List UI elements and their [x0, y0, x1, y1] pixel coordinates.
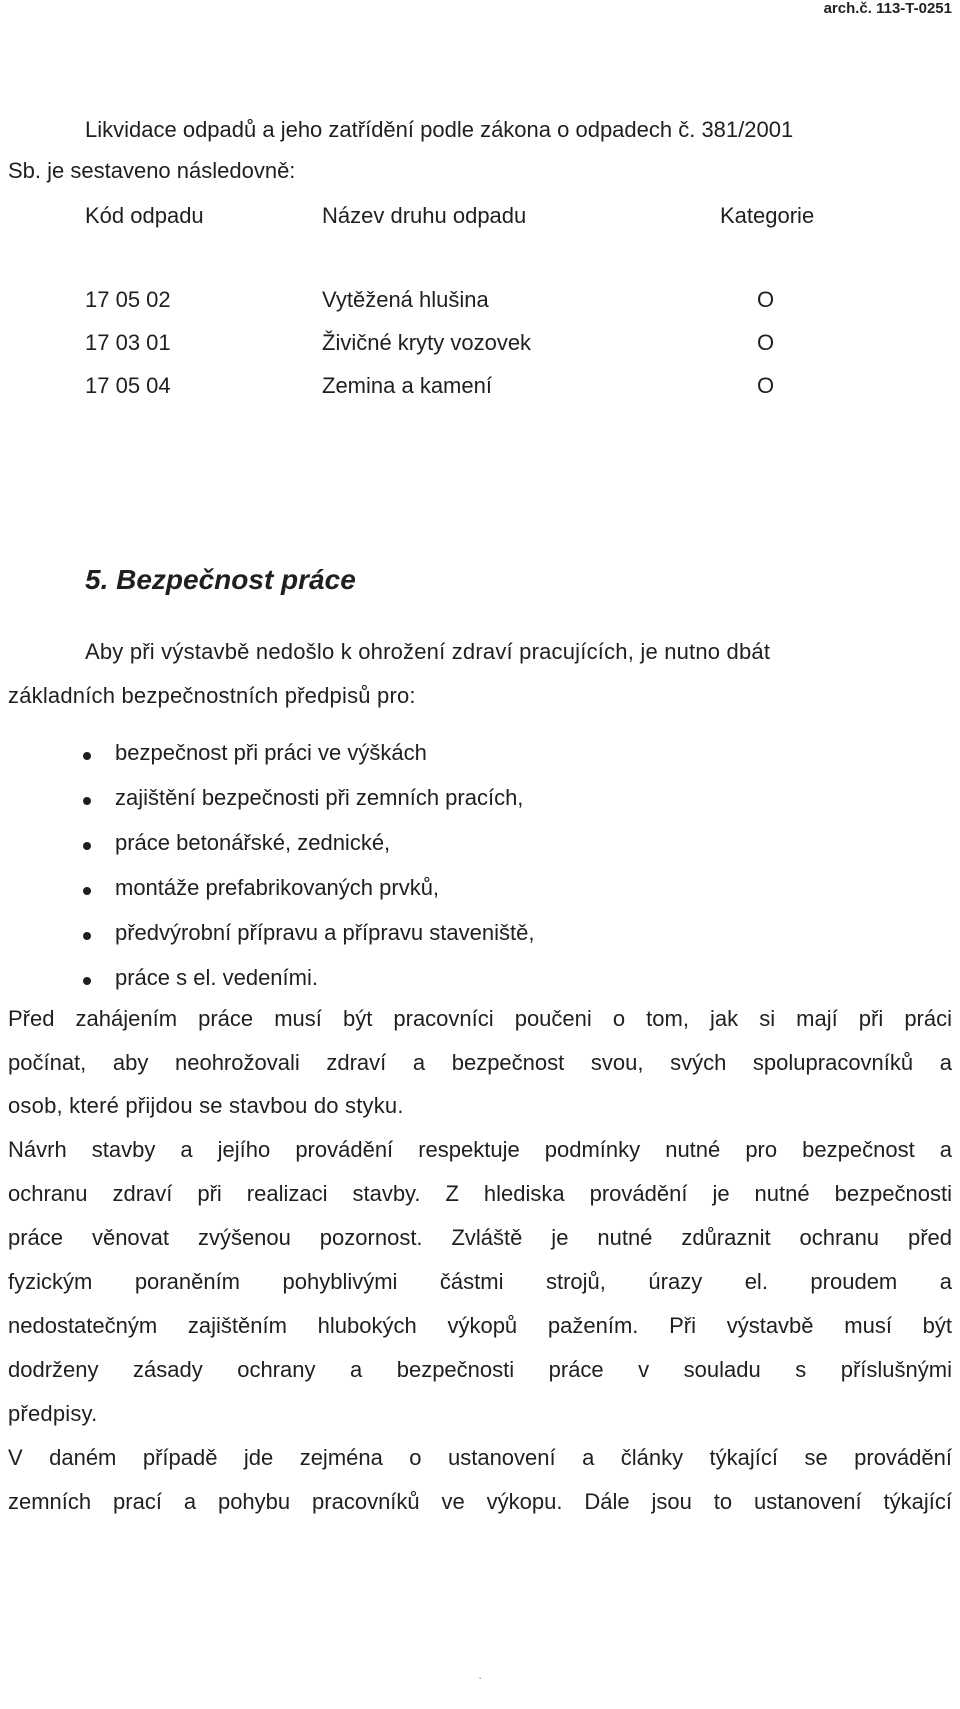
body-line: fyzickým poraněním pohyblivými částmi strojů, úrazy el. proudem a [8, 1269, 952, 1294]
body-line: Před zahájením práce musí být pracovníci poučeni o tom, jak si mají při práci [8, 1006, 952, 1031]
body-line: práce věnovat zvýšenou pozornost. Zvláště je nutné zdůraznit ochranu před [8, 1225, 952, 1250]
body-line: nedostatečným zajištěním hlubokých výkopů pažením. Při výstavbě musí být [8, 1313, 952, 1338]
table-cell-name: Živičné kryty vozovek [322, 330, 532, 355]
bullet-dot [83, 977, 91, 985]
list-item: bezpečnost při práci ve výškách [115, 740, 427, 765]
section-title: 5. Bezpečnost práce [85, 564, 356, 595]
table-cell-code: 17 03 01 [85, 330, 171, 355]
list-item: zajištění bezpečnosti při zemních pracích, [115, 785, 524, 810]
intro-line-1: Likvidace odpadů a jeho zatřídění podle zákona o odpadech č. 381/2001 [85, 117, 794, 142]
body-line: počínat, aby neohrožovali zdraví a bezpečnost svou, svých spolupracovníků a [8, 1050, 952, 1075]
intro-line-2: Sb. je sestaveno následovně: [8, 158, 296, 183]
table-cell-category: O [757, 287, 775, 312]
safety-intro-line-1: Aby při výstavbě nedošlo k ohrožení zdraví pracujících, je nutno dbát [85, 639, 771, 664]
list-item: montáže prefabrikovaných prvků, [115, 875, 440, 900]
body-line: V daném případě jde zejména o ustanovení a články týkající se provádění [8, 1445, 952, 1470]
list-item: předvýrobní přípravu a přípravu staveniště, [115, 920, 535, 945]
table-header-name: Název druhu odpadu [322, 203, 527, 228]
list-item: práce s el. vedeními. [115, 965, 318, 990]
table-cell-code: 17 05 02 [85, 287, 171, 312]
table-header-category: Kategorie [720, 203, 815, 228]
table-cell-category: O [757, 373, 775, 398]
table-cell-name: Vytěžená hlušina [322, 287, 489, 312]
safety-intro-line-2: základních bezpečnostních předpisů pro: [8, 683, 416, 708]
body-line: Návrh stavby a jejího provádění respektuje podmínky nutné pro bezpečnost a [8, 1137, 952, 1162]
bullet-dot [83, 752, 91, 760]
table-header-code: Kód odpadu [85, 203, 204, 228]
table-cell-category: O [757, 330, 775, 355]
bullet-dot [83, 797, 91, 805]
archive-number: arch.č. 113-T-0251 [823, 0, 952, 17]
body-line: ochranu zdraví při realizaci stavby. Z hlediska provádění je nutné bezpečnosti [8, 1181, 952, 1206]
bullet-dot [83, 932, 91, 940]
body-line: osob, které přijdou se stavbou do styku. [8, 1093, 404, 1118]
list-item: práce betonářské, zednické, [115, 830, 391, 855]
table-cell-name: Zemina a kamení [322, 373, 492, 398]
body-line: dodrženy zásady ochrany a bezpečnosti práce v souladu s příslušnými [8, 1357, 952, 1382]
body-line: zemních prací a pohybu pracovníků ve výkopu. Dále jsou to ustanovení týkající [8, 1489, 952, 1514]
body-line: předpisy. [8, 1401, 98, 1426]
bullet-dot [83, 887, 91, 895]
page-number: 10 [478, 1678, 482, 1680]
table-cell-code: 17 05 04 [85, 373, 171, 398]
bullet-dot [83, 842, 91, 850]
